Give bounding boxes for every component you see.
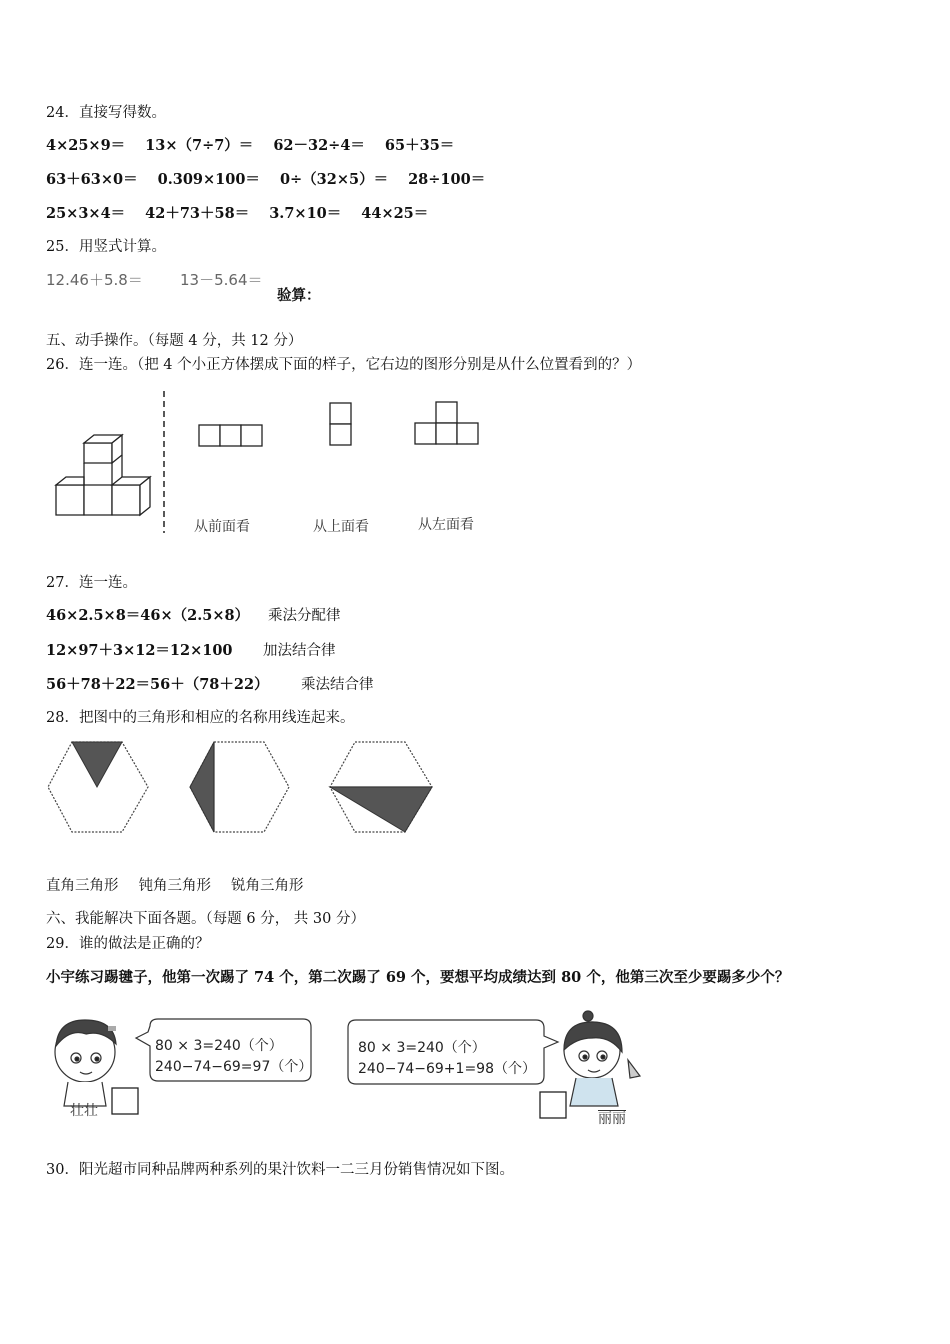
q27-law3: 乘法结合律 xyxy=(301,677,374,693)
caption-top: 从上面看 xyxy=(313,519,369,535)
q29-problem: 小宇练习踢毽子，他第一次踢了 74 个，第二次踢了 69 个，要想平均成绩达到 80 个，他第三次至少要踢多少个？ xyxy=(46,969,790,986)
q24-r2-c4: 28÷100＝ xyxy=(408,171,486,188)
q28-title: 28．把图中的三角形和相应的名称用线连起来。 xyxy=(46,710,355,726)
q25-title: 25．用竖式计算。 xyxy=(46,239,166,255)
q29-title: 29．谁的做法是正确的？ xyxy=(46,936,210,952)
left-answer-box[interactable] xyxy=(112,1088,138,1114)
right-bubble-text xyxy=(358,1038,536,1080)
q24-r2-c1: 63＋63×0＝ xyxy=(46,171,138,188)
q25-expr1: 12.46＋5.8＝ xyxy=(46,271,143,289)
name-acute-triangle: 锐角三角形 xyxy=(231,878,304,894)
q24-r1-c1: 4×25×9＝ xyxy=(46,137,126,154)
q27-law1: 乘法分配律 xyxy=(268,608,341,624)
left-bubble-text xyxy=(155,1036,312,1078)
q24-r3-c2: 42＋73＋58＝ xyxy=(145,205,250,222)
q24-title: 24．直接写得数。 xyxy=(46,105,166,121)
hexagon-right xyxy=(190,742,289,832)
section5-title: 五、动手操作。（每题 4 分，共 12 分） xyxy=(46,333,303,349)
q24-r1-c3: 62－32÷4＝ xyxy=(273,137,365,154)
q27-law2: 加法结合律 xyxy=(263,643,336,659)
left-view-drawing xyxy=(415,402,478,444)
boy-name: 壮壮 xyxy=(70,1103,98,1119)
q26-title: 26．连一连。（把 4 个小正方体摆成下面的样子，它右边的图形分别是从什么位置看到的？） xyxy=(46,357,642,373)
q29-figure xyxy=(40,1010,650,1130)
q27-title: 27．连一连。 xyxy=(46,575,137,591)
q30-title: 30．阳光超市同种品牌两种系列的果汁饮料一二三月份销售情况如下图。 xyxy=(46,1162,514,1178)
q27-expr1: 46×2.5×8＝46×（2.5×8） xyxy=(46,607,250,624)
q25-expr2: 13－5.64＝ xyxy=(180,271,263,289)
q24-row3 xyxy=(46,204,448,224)
name-obtuse-triangle: 钝角三角形 xyxy=(138,878,211,894)
q24-row1 xyxy=(46,136,474,156)
right-bubble-line1: 80 × 3=240（个） xyxy=(358,1040,486,1056)
name-right-triangle: 直角三角形 xyxy=(46,878,119,894)
left-bubble-line2: 240−74−69=97（个） xyxy=(155,1059,313,1075)
girl-illustration xyxy=(564,1011,640,1106)
caption-left: 从左面看 xyxy=(418,517,474,533)
front-view-drawing xyxy=(199,425,262,446)
right-answer-box[interactable] xyxy=(540,1092,566,1118)
q27-expr2: 12×97＋3×12＝12×100 xyxy=(46,642,233,659)
q24-r1-c2: 13×（7÷7）＝ xyxy=(145,137,254,154)
cube-stack-drawing xyxy=(56,435,150,515)
top-view-drawing xyxy=(330,403,351,445)
q24-r1-c4: 65＋35＝ xyxy=(384,137,455,154)
q28-names xyxy=(46,876,324,896)
q24-r2-c2: 0.309×100＝ xyxy=(157,171,260,188)
q27-expr3: 56＋78＋22＝56＋（78＋22） xyxy=(46,676,269,693)
hexagon-acute xyxy=(48,742,148,832)
q25-check: 验算： xyxy=(277,287,321,304)
section6-title: 六、我能解决下面各题。（每题 6 分， 共 30 分） xyxy=(46,911,365,927)
q24-r3-c4: 44×25＝ xyxy=(361,205,429,222)
boy-illustration xyxy=(55,1020,116,1106)
girl-name: 丽丽 xyxy=(598,1111,626,1127)
q24-row2 xyxy=(46,170,505,190)
q24-r3-c1: 25×3×4＝ xyxy=(46,205,126,222)
caption-front: 从前面看 xyxy=(194,519,250,535)
q24-r2-c3: 0÷（32×5）＝ xyxy=(279,171,389,188)
left-bubble-line1: 80 × 3=240（个） xyxy=(155,1038,283,1054)
q28-hexagons xyxy=(40,735,450,840)
right-bubble-line2: 240−74−69+1=98（个） xyxy=(358,1061,536,1077)
hexagon-obtuse xyxy=(330,742,432,832)
q24-r3-c3: 3.7×10＝ xyxy=(269,205,342,222)
